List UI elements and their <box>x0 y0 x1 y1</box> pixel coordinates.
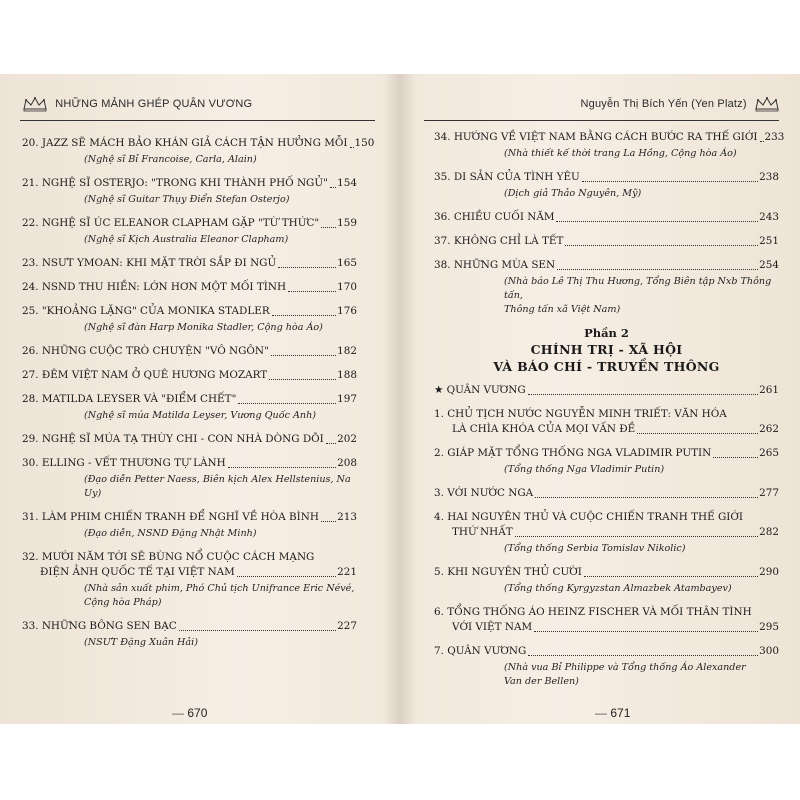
part-title-line1: CHÍNH TRỊ - XÃ HỘI <box>530 342 683 357</box>
toc-entry-title-line <box>22 392 357 407</box>
dot-leader <box>582 181 758 182</box>
toc-entry-title-line <box>22 304 357 319</box>
toc-entry-title-line <box>434 565 779 580</box>
toc-entry-title: 1. CHỦ TỊCH NƯỚC NGUYỄN MINH TRIẾT: VĂN HÓA <box>434 408 727 420</box>
toc-entry-title-line <box>434 130 785 145</box>
toc-entry-title-cont: LÀ CHÌA KHÓA CỦA MỌI VẤN ĐỀ <box>452 423 636 435</box>
toc-entry-page: 282 <box>759 526 779 538</box>
toc-entry-title: 28. MATILDA LEYSER VÀ "ĐIỂM CHẾT" <box>22 393 237 405</box>
toc-entry <box>22 304 357 335</box>
part-label: Phần 2 <box>584 326 629 340</box>
toc-entry-title-line <box>22 256 357 271</box>
left-page <box>0 74 400 724</box>
toc-entry-subtitle: (Nghệ sĩ Kịch Australia Eleanor Clapham) <box>84 234 289 245</box>
toc-entry-page: 170 <box>337 281 357 293</box>
toc-entry-page: 221 <box>337 566 357 578</box>
toc-entry-subtitle-cont: Cộng hòa Pháp) <box>84 597 162 608</box>
right-header-rule <box>424 120 779 121</box>
toc-entry-page: 213 <box>337 511 357 523</box>
toc-entry <box>434 234 779 249</box>
dot-leader <box>179 630 336 631</box>
toc-entry-title-line <box>434 525 779 540</box>
dot-leader <box>326 443 336 444</box>
dot-leader <box>584 576 758 577</box>
toc-entry-title: ★ QUÂN VƯƠNG <box>434 384 526 396</box>
toc-entry-title: 31. LÀM PHIM CHIẾN TRANH ĐỂ NGHĨ VỀ HÒA BÌNH <box>22 511 319 523</box>
toc-entry-title-line <box>434 486 779 501</box>
left-toc <box>22 136 375 659</box>
dot-leader <box>350 147 354 148</box>
toc-entry-title-line <box>434 234 779 249</box>
toc-entry <box>434 565 779 596</box>
dot-leader <box>556 221 758 222</box>
dot-leader <box>565 245 758 246</box>
right-header-title: Nguyễn Thị Bích Yến (Yen Platz) <box>580 98 747 110</box>
right-page <box>400 74 800 724</box>
toc-entry-page: 277 <box>759 487 779 499</box>
toc-entry-title-line <box>434 422 779 437</box>
toc-entry-page: 150 <box>354 137 375 149</box>
toc-entry-page: 227 <box>337 620 357 632</box>
toc-entry-title-line <box>434 446 779 461</box>
toc-entry <box>22 280 357 295</box>
toc-entry-title-line <box>22 136 375 151</box>
toc-entry-title: 33. NHỮNG BÔNG SEN BẠC <box>22 620 177 632</box>
right-page-number-value: 671 <box>610 706 631 720</box>
dot-leader <box>321 521 336 522</box>
toc-entry-title-line <box>22 510 357 525</box>
dot-leader <box>528 394 759 395</box>
toc-entry-subtitle: (Đạo diễn Petter Naess, Biên kịch Alex Hellstenius, Na Uy) <box>84 474 351 499</box>
toc-entry-title-cont: VỚI VIỆT NAM <box>452 621 533 633</box>
toc-entry-subtitle: (Tổng thống Serbia Tomislav Nikolic) <box>504 543 686 554</box>
dot-leader <box>321 227 336 228</box>
toc-entry-subtitle: (NSƯT Đặng Xuân Hải) <box>84 637 198 648</box>
toc-entry <box>434 510 779 556</box>
toc-entry-subtitle: (Nhà sản xuất phim, Phó Chủ tịch Unifrance Eric Névé, <box>84 583 355 594</box>
toc-entry-title: 7. QUÂN VƯƠNG <box>434 645 527 657</box>
toc-entry-subtitle: (Nhà thiết kế thời trang La Hồng, Cộng hòa Áo) <box>504 148 737 159</box>
toc-entry-page: 154 <box>337 177 357 189</box>
toc-entry-page: 251 <box>759 235 779 247</box>
toc-entry-title-line <box>434 644 779 659</box>
toc-entry <box>22 432 357 447</box>
toc-entry <box>434 210 779 225</box>
toc-entry-title: 4. HAI NGUYÊN THỦ VÀ CUỘC CHIẾN TRANH THẾ GIỚI <box>434 511 744 523</box>
toc-entry-page: 238 <box>759 171 779 183</box>
dot-leader <box>760 141 764 142</box>
toc-entry-title-line <box>434 170 779 185</box>
toc-entry-subtitle-cont: Thông tấn xã Việt Nam) <box>504 304 621 315</box>
toc-entry-page: 262 <box>759 423 779 435</box>
toc-entry <box>22 510 357 541</box>
right-toc-top <box>434 130 785 317</box>
toc-entry <box>22 216 357 247</box>
part-title-line2: VÀ BÁO CHÍ - TRUYỀN THÔNG <box>493 359 720 374</box>
dot-leader <box>228 467 336 468</box>
dot-leader <box>528 655 758 656</box>
toc-entry-page: 208 <box>337 457 357 469</box>
toc-entry-page: 182 <box>337 345 357 357</box>
toc-entry-title: 21. NGHỆ SĨ OSTERJO: "TRONG KHI THÀNH PHỐ NGỦ" <box>22 177 328 189</box>
toc-entry-subtitle: (Nghệ sĩ đàn Harp Monika Stadler, Cộng hòa Áo) <box>84 322 323 333</box>
left-header-rule <box>20 120 375 121</box>
toc-entry-subtitle: (Dịch giả Thảo Nguyên, Mỹ) <box>504 188 642 199</box>
toc-entry-subtitle: (Đạo diễn, NSND Đặng Nhật Minh) <box>84 528 257 539</box>
toc-entry-page: 290 <box>759 566 779 578</box>
toc-entry-page: 159 <box>337 217 357 229</box>
toc-entry <box>434 130 785 161</box>
dot-leader <box>278 267 336 268</box>
toc-entry <box>434 170 779 201</box>
toc-entry-page: 233 <box>764 131 785 143</box>
dot-leader <box>271 355 336 356</box>
toc-entry-title-line <box>22 456 357 471</box>
crown-icon <box>754 96 780 112</box>
toc-entry-title-cont: THỨ NHẤT <box>452 526 513 538</box>
toc-entry-title-line <box>434 210 779 225</box>
toc-entry-title: 2. GIÁP MẶT TỔNG THỐNG NGA VLADIMIR PUTIN <box>434 447 712 459</box>
dot-leader <box>269 379 336 380</box>
toc-entry <box>22 619 357 650</box>
toc-entry-title: 29. NGHỆ SĨ MÚA TẠ THÙY CHI - CON NHÀ DÒNG DÕI <box>22 433 324 445</box>
dot-leader <box>713 457 758 458</box>
toc-entry <box>22 256 357 271</box>
toc-entry-page: 261 <box>759 384 779 396</box>
toc-entry-title: 27. ĐÊM VIỆT NAM Ở QUÊ HƯƠNG MOZART <box>22 369 268 381</box>
toc-entry-subtitle: (Nghệ sĩ Guitar Thụy Điển Stefan Osterjo) <box>84 194 290 205</box>
dot-leader <box>238 403 336 404</box>
toc-entry <box>22 392 357 423</box>
toc-entry-title-line <box>22 565 357 580</box>
toc-entry-title: 25. "KHOẢNG LẶNG" CỦA MONIKA STADLER <box>22 305 270 317</box>
toc-entry-title-line <box>22 280 357 295</box>
left-header-title: NHỮNG MẢNH GHÉP QUÂN VƯƠNG <box>55 98 253 110</box>
toc-entry-title-line <box>22 432 357 447</box>
toc-entry-title: 20. JAZZ SẼ MÁCH BẢO KHÁN GIẢ CÁCH TẬN HƯỞNG MỖI <box>22 137 348 149</box>
dot-leader <box>557 269 758 270</box>
toc-entry-title: 38. NHỮNG MÙA SEN <box>434 259 556 271</box>
toc-entry-subtitle: (Tổng thống Kyrgyzstan Almazbek Atambayev) <box>504 583 732 594</box>
toc-entry-title: 3. VỚI NƯỚC NGA <box>434 487 534 499</box>
part-heading <box>434 326 779 375</box>
dot-leader <box>288 291 336 292</box>
dot-leader <box>330 187 336 188</box>
toc-entry-title: 36. CHIỀU CUỐI NĂM <box>434 211 555 223</box>
toc-entry <box>434 446 779 477</box>
toc-entry-page: 295 <box>759 621 779 633</box>
dot-leader <box>534 631 758 632</box>
toc-entry <box>434 605 779 635</box>
toc-entry-title-cont: ĐIỆN ẢNH QUỐC TẾ TẠI VIỆT NAM <box>40 566 235 578</box>
dot-leader <box>535 497 758 498</box>
toc-entry-title-line <box>434 258 779 273</box>
toc-entry-title-line <box>22 344 357 359</box>
toc-entry-title-line <box>22 368 357 383</box>
toc-entry-title: 6. TỔNG THỐNG ÁO HEINZ FISCHER VÀ MỐI THÂN TÌNH <box>434 606 752 618</box>
left-running-header <box>22 96 256 122</box>
book-spread <box>0 74 800 724</box>
toc-entry-title: 22. NGHỆ SĨ ÚC ELEANOR CLAPHAM GẶP "TỪ THỨC" <box>22 217 320 229</box>
toc-entry-title: 23. NSƯT YMOAN: KHI MẶT TRỜI SẮP ĐI NGỦ <box>22 257 277 269</box>
toc-entry-page: 300 <box>759 645 779 657</box>
left-page-number-value: 670 <box>187 706 208 720</box>
toc-entry-title: 35. DI SẢN CỦA TÌNH YÊU <box>434 171 580 183</box>
toc-entry-page: 188 <box>337 369 357 381</box>
toc-entry-subtitle: (Nhà vua Bỉ Philippe và Tổng thống Áo Alexander <box>504 662 746 673</box>
right-toc <box>434 130 785 698</box>
toc-entry <box>22 456 357 501</box>
dot-leader <box>515 536 759 537</box>
toc-entry-title: 5. KHI NGUYÊN THỦ CƯỜI <box>434 566 582 578</box>
toc-entry <box>22 368 357 383</box>
toc-entry-page: 254 <box>759 259 779 271</box>
toc-entry-title-line <box>22 216 357 231</box>
toc-entry-page: 176 <box>337 305 357 317</box>
right-running-header <box>577 96 780 122</box>
toc-entry-subtitle-cont: Van der Bellen) <box>504 676 579 687</box>
toc-entry <box>22 176 357 207</box>
right-toc-bottom <box>434 383 779 689</box>
toc-entry-title: 34. HƯỚNG VỀ VIỆT NAM BẰNG CÁCH BƯỚC RA THẾ GIỚI <box>434 131 758 143</box>
toc-entry-page: 165 <box>337 257 357 269</box>
toc-entry-title-line <box>22 176 357 191</box>
toc-entry-title: 37. KHÔNG CHỈ LÀ TẾT <box>434 235 564 247</box>
toc-entry-subtitle: (Nghệ sĩ múa Matilda Leyser, Vương Quốc Anh) <box>84 410 317 421</box>
toc-entry <box>434 383 779 398</box>
toc-entry-title: 24. NSND THU HIỀN: LỚN HƠN MỘT MỐI TÌNH <box>22 281 287 293</box>
toc-entry <box>434 644 779 689</box>
left-page-number: — 670 <box>172 706 208 720</box>
toc-entry-page: 265 <box>759 447 779 459</box>
toc-entry-page: 243 <box>759 211 779 223</box>
toc-entry-title-line <box>434 383 779 398</box>
toc-entry-page: 202 <box>337 433 357 445</box>
right-page-number: — 671 <box>595 706 631 720</box>
toc-entry <box>22 344 357 359</box>
toc-entry-subtitle: (Nhà báo Lê Thị Thu Hương, Tổng Biên tập Nxb Thông tấn, <box>504 276 772 301</box>
toc-entry-title: 32. MƯỜI NĂM TỚI SẼ BÙNG NỔ CUỘC CÁCH MẠNG <box>22 551 315 563</box>
toc-entry <box>434 486 779 501</box>
toc-entry <box>434 407 779 437</box>
toc-entry-subtitle: (Nghệ sĩ Bỉ Francoise, Carla, Alain) <box>84 154 257 165</box>
toc-entry-title: 26. NHỮNG CUỘC TRÒ CHUYỆN "VÔ NGÔN" <box>22 345 269 357</box>
toc-entry-page: 197 <box>337 393 357 405</box>
toc-entry <box>434 258 779 317</box>
dot-leader <box>272 315 336 316</box>
dot-leader <box>637 433 758 434</box>
toc-entry-subtitle: (Tổng thống Nga Vladimir Putin) <box>504 464 665 475</box>
toc-entry <box>22 136 375 167</box>
toc-entry-title-line <box>22 619 357 634</box>
crown-icon <box>22 96 48 112</box>
toc-entry-title: 30. ELLING - VẾT THƯƠNG TỰ LÀNH <box>22 457 226 469</box>
dot-leader <box>237 576 336 577</box>
toc-entry <box>22 550 357 610</box>
toc-entry-title-line <box>434 620 779 635</box>
